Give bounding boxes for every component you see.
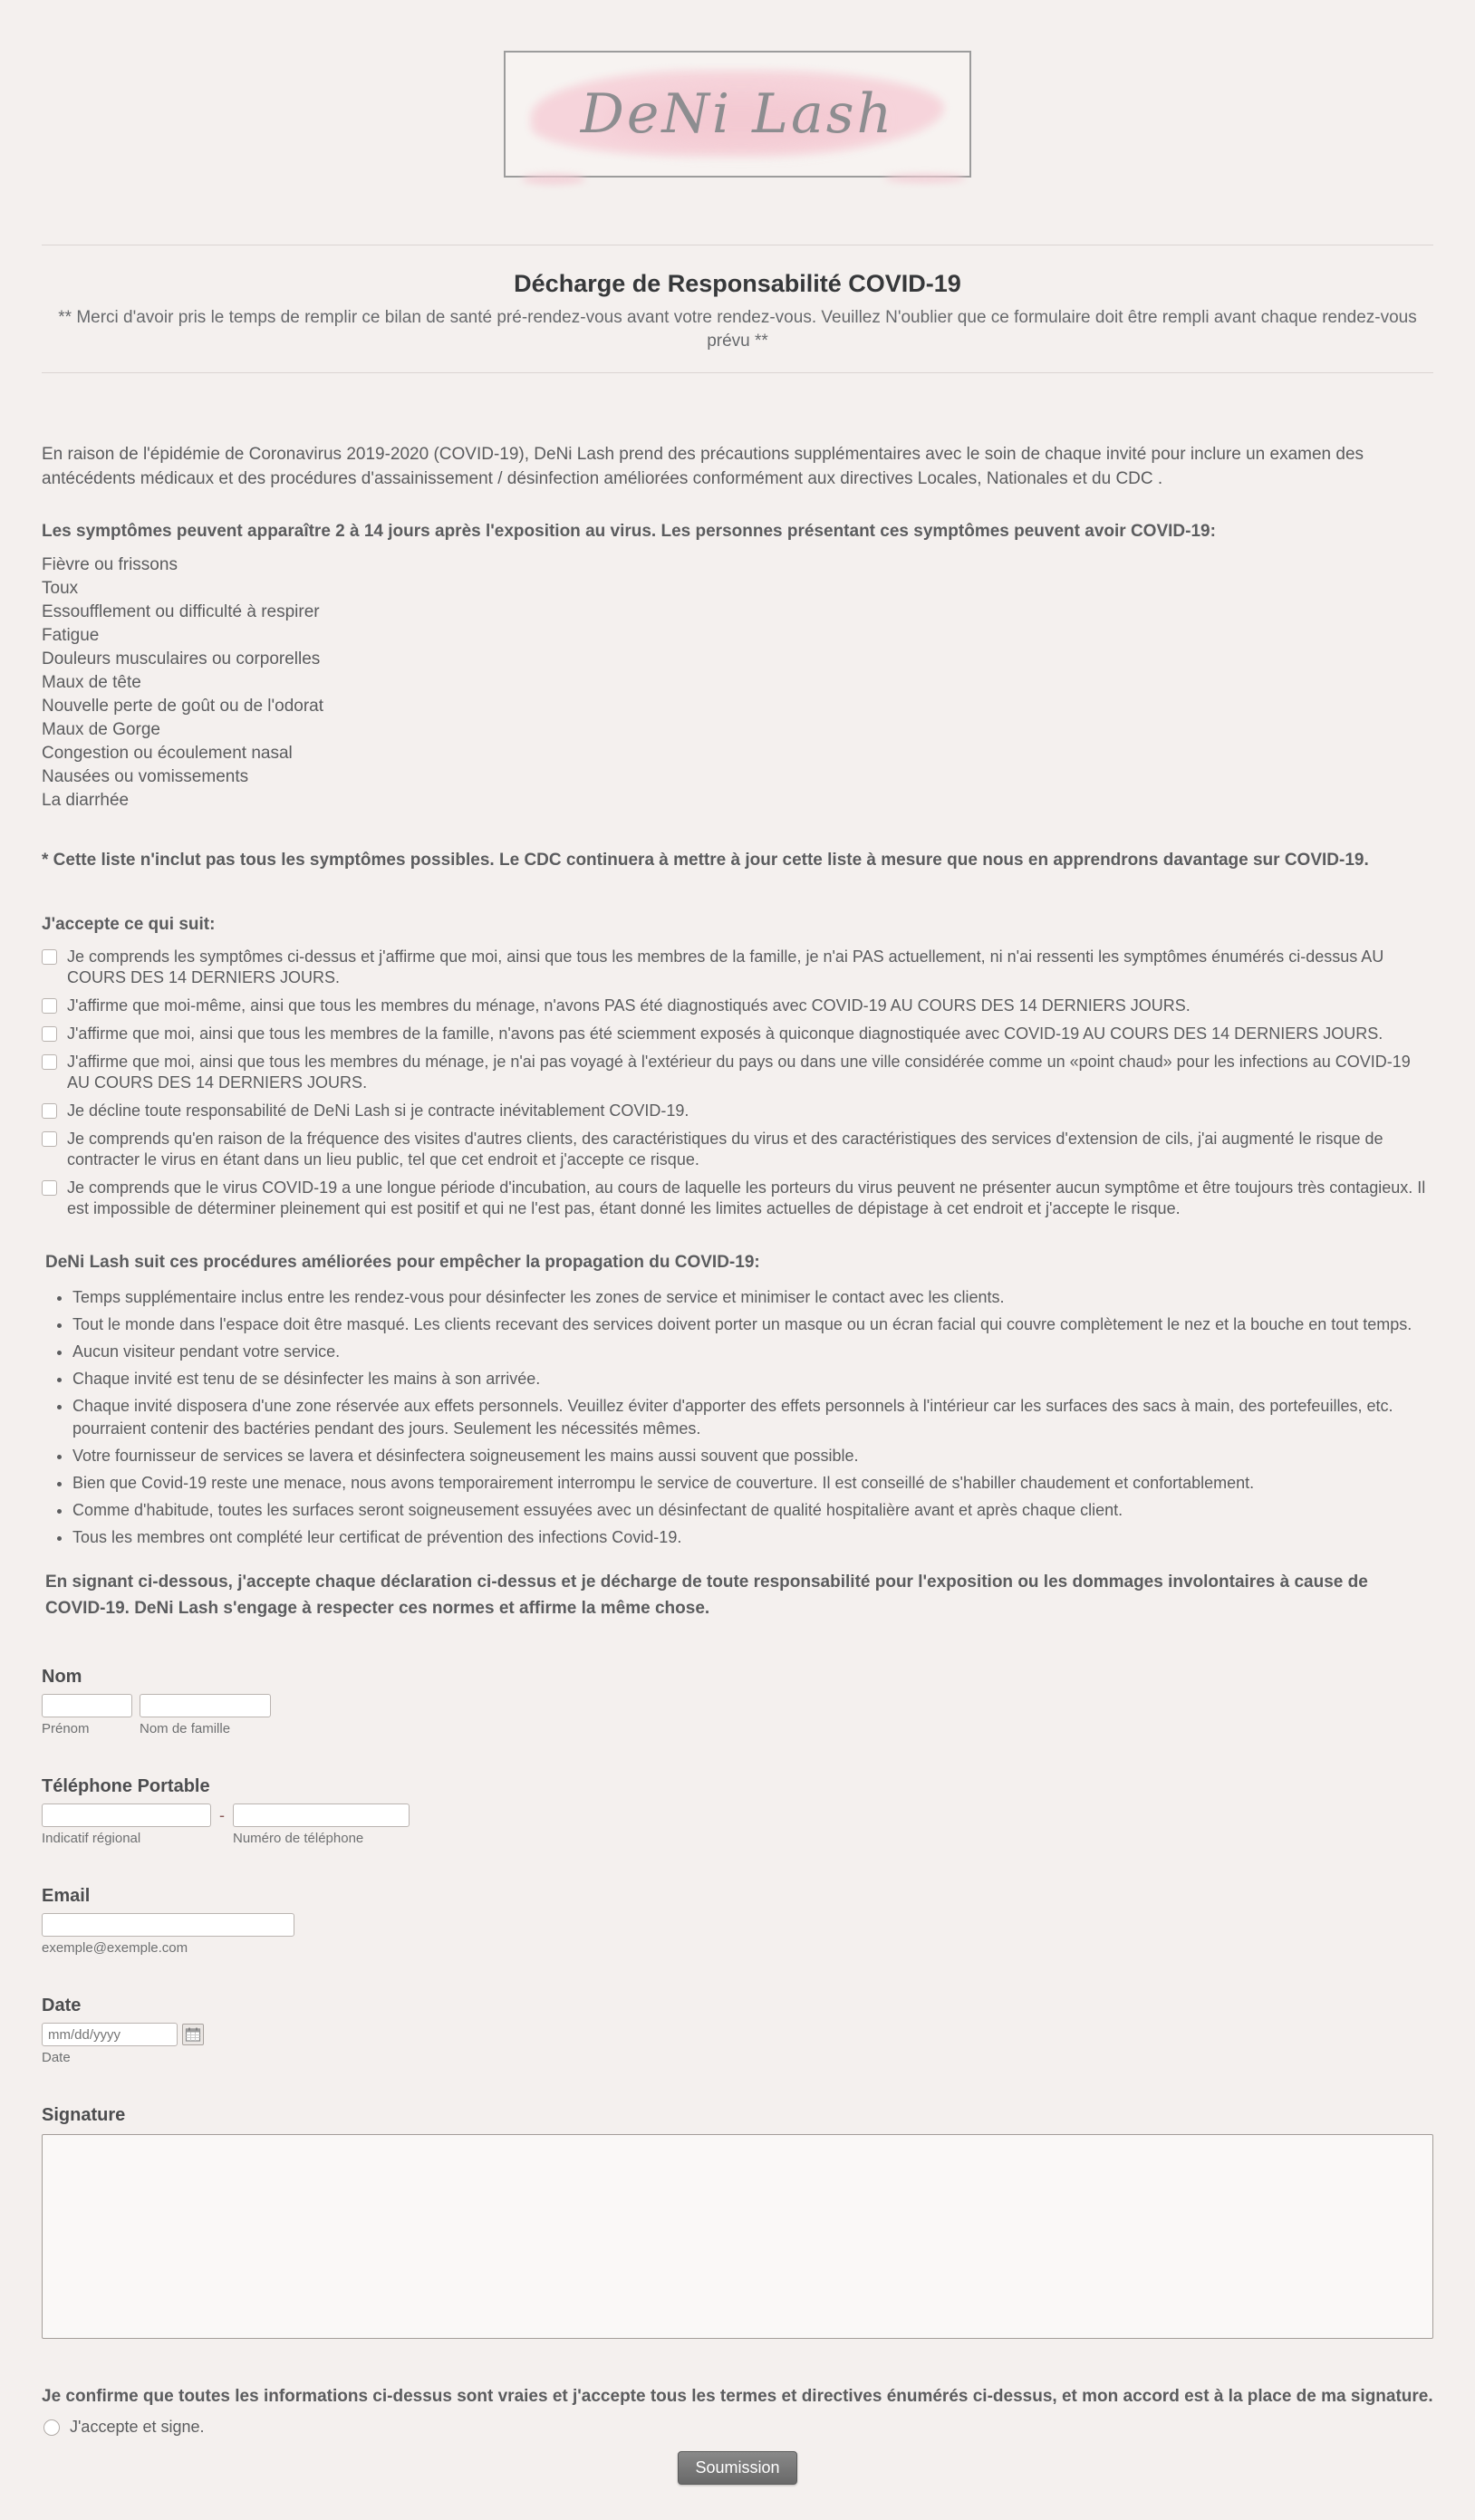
- procedure-item: • Temps supplémentaire inclus entre les rendez-vous pour désinfecter les zones de service et minimiser le contact avec les clients.: [72, 1286, 1433, 1309]
- procedure-item: • Chaque invité disposera d'une zone réservée aux effets personnels. Veuillez éviter d'apporter des effets personnels à l'intérieur car les surfaces des sacs à main, des portefeuilles, etc. pourraient contenir des bactéries pendant des jours. Seulement les nécessités mêmes.: [72, 1395, 1433, 1440]
- agreement-label-2: J'affirme que moi-même, ainsi que tous les membres du ménage, n'avons PAS été diagnostiqués avec COVID-19 AU COURS DES 14 DERNIERS JOURS.: [67, 996, 1191, 1015]
- phone-label: Téléphone Portable: [42, 1776, 210, 1796]
- symptom-item: Douleurs musculaires ou corporelles: [42, 649, 321, 668]
- submit-button[interactable]: Soumission: [678, 2451, 796, 2485]
- email-column: [42, 1913, 294, 1956]
- procedure-item: • Aucun visiteur pendant votre service.: [72, 1341, 1433, 1363]
- symptom-item: Fièvre ou frissons: [42, 555, 178, 574]
- procedure-item: • Bien que Covid-19 reste une menace, nous avons temporairement interrompu le service de couverture. Il est conseillé de s'habiller chaudement et confortablement.: [72, 1472, 1433, 1495]
- date-sublabel: Date: [42, 2050, 71, 2065]
- phone-number-column: [233, 1803, 410, 1846]
- phone-number-input[interactable]: [233, 1803, 410, 1827]
- symptom-item: Nausées ou vomissements: [42, 767, 249, 786]
- last-name-input[interactable]: [140, 1694, 271, 1717]
- calendar-icon: [185, 2026, 201, 2043]
- procedures-list: [42, 1286, 1433, 1549]
- agreement-label-4: J'affirme que moi, ainsi que tous les membres du ménage, je n'ai pas voyagé à l'extérieur du pays ou dans une ville considérée comme un «point chaud» pour les infections au COVID-19 AU COURS DES 14 DERNIERS JOURS.: [67, 1053, 1411, 1092]
- name-field: [42, 1667, 1433, 1736]
- confirmation-statement: Je confirme que toutes les informations ci-dessus sont vraies et j'accepte tous les termes et directives énumérés ci-dessus, et mon accord est à la place de ma signature.: [42, 2387, 1433, 2406]
- signature-label: Signature: [42, 2105, 126, 2125]
- submit-row: [42, 2451, 1433, 2485]
- agreement-checkbox-7[interactable]: [42, 1180, 57, 1196]
- symptoms-note: * Cette liste n'inclut pas tous les symptômes possibles. Le CDC continuera à mettre à jour cette liste à mesure que nous en apprendrons davantage sur COVID-19.: [42, 851, 1369, 870]
- agreement-label-3: J'affirme que moi, ainsi que tous les membres de la famille, n'avons pas été sciemment exposés à quiconque diagnostiquée avec COVID-19 AU COURS DES 14 DERNIERS JOURS.: [67, 1024, 1383, 1043]
- procedure-item: • Votre fournisseur de services se lavera et désinfectera soigneusement les mains aussi souvent que possible.: [72, 1445, 1433, 1467]
- email-sublabel: exemple@exemple.com: [42, 1940, 188, 1956]
- agreement-checkbox-5[interactable]: [42, 1103, 57, 1119]
- first-name-sublabel: Prénom: [42, 1721, 90, 1736]
- date-label: Date: [42, 1996, 82, 2015]
- agreement-option-5[interactable]: [42, 1101, 1433, 1121]
- accept-sign-option[interactable]: [43, 2417, 1433, 2438]
- area-code-sublabel: Indicatif régional: [42, 1831, 141, 1846]
- email-label: Email: [42, 1886, 91, 1906]
- intro-paragraph: En raison de l'épidémie de Coronavirus 2019-2020 (COVID-19), DeNi Lash prend des précautions supplémentaires avec le soin de chaque invité pour inclure un examen des antécédents médicaux et des procédures d'assainissement / désinfection améliorées conformément aux directives Locales, Nationales et du CDC .: [42, 445, 1364, 488]
- symptom-item: Fatigue: [42, 626, 100, 645]
- agreement-checkbox-4[interactable]: [42, 1054, 57, 1070]
- date-input-row: [42, 2023, 1433, 2046]
- agreement-option-1[interactable]: [42, 947, 1433, 988]
- signature-pad[interactable]: [42, 2134, 1433, 2339]
- name-input-row: [42, 1694, 1433, 1736]
- procedures-heading: DeNi Lash suit ces procédures améliorées pour empêcher la propagation du COVID-19:: [45, 1253, 760, 1272]
- agreement-list: [42, 947, 1433, 1219]
- email-field: [42, 1886, 1433, 1956]
- symptom-item: La diarrhée: [42, 791, 130, 810]
- agreement-label-5: Je décline toute responsabilité de DeNi Lash si je contracte inévitablement COVID-19.: [67, 1101, 689, 1120]
- agreement-label-7: Je comprends que le virus COVID-19 a une longue période d'incubation, au cours de laquelle les porteurs du virus peuvent ne présenter aucun symptôme et être toujours très contagieux. Il est impossible de déterminer pleinement qui est positif et qui ne l'est pas, étant donné les limites actuelles de dépistage à cet endroit et j'accepte le risque.: [67, 1178, 1426, 1217]
- logo-watercolor-streak-right: [884, 174, 966, 183]
- signing-statement: En signant ci-dessous, j'accepte chaque déclaration ci-dessus et je décharge de toute responsabilité pour l'exposition ou les dommages involontaires à cause de COVID-19. DeNi Lash s'engage à respecter ces normes et affirme la même chose.: [45, 1573, 1368, 1618]
- signature-field: [42, 2105, 1433, 2339]
- agreement-option-7[interactable]: [42, 1178, 1433, 1219]
- email-input-row: [42, 1913, 1433, 1956]
- agreement-checkbox-1[interactable]: [42, 949, 57, 965]
- phone-field: [42, 1776, 1433, 1846]
- accept-sign-label: J'accepte et signe.: [70, 2418, 205, 2436]
- phone-input-row: [42, 1803, 1433, 1846]
- symptom-item: Maux de tête: [42, 673, 141, 692]
- symptom-item: Congestion ou écoulement nasal: [42, 744, 293, 763]
- symptoms-heading: Les symptômes peuvent apparaître 2 à 14 jours après l'exposition au virus. Les personnes présentant ces symptômes peuvent avoir COVID-19:: [42, 522, 1216, 541]
- header-divider-bottom: [42, 372, 1433, 373]
- agreement-checkbox-2[interactable]: [42, 998, 57, 1014]
- symptom-item: Toux: [42, 579, 79, 598]
- logo-watercolor-streak-left: [522, 174, 585, 185]
- procedure-item: • Comme d'habitude, toutes les surfaces seront soigneusement essuyées avec un désinfectant de qualité hospitalière avant et après chaque client.: [72, 1499, 1433, 1522]
- form-subtitle: ** Merci d'avoir pris le temps de remplir ce bilan de santé pré-rendez-vous avant votre rendez-vous. Veuillez N'oublier que ce formulaire doit être rempli avant chaque rendez-vous prévu **: [58, 308, 1417, 351]
- date-field: [42, 1996, 1433, 2065]
- symptom-item: Maux de Gorge: [42, 720, 160, 739]
- agreement-heading: J'accepte ce qui suit:: [42, 915, 216, 934]
- agreement-checkbox-3[interactable]: [42, 1026, 57, 1042]
- agreement-checkbox-6[interactable]: [42, 1131, 57, 1147]
- agreement-option-6[interactable]: [42, 1129, 1433, 1170]
- last-name-column: [140, 1694, 271, 1736]
- area-code-input[interactable]: [42, 1803, 211, 1827]
- last-name-sublabel: Nom de famille: [140, 1721, 231, 1736]
- agreement-option-2[interactable]: [42, 995, 1433, 1016]
- agreement-label-1: Je comprends les symptômes ci-dessus et j'affirme que moi, ainsi que tous les membres de la famille, je n'ai PAS actuellement, ni n'ai ressenti les symptômes énumérés ci-dessus AU COURS DES 14 DERNIERS JOURS.: [67, 947, 1384, 986]
- phone-number-sublabel: Numéro de téléphone: [233, 1831, 364, 1846]
- procedure-item: • Tout le monde dans l'espace doit être masqué. Les clients recevant des services doivent porter un masque ou un écran facial qui couvre complètement le nez et la bouche en tout temps.: [72, 1313, 1433, 1336]
- form-title: Décharge de Responsabilité COVID-19: [514, 270, 961, 297]
- first-name-input[interactable]: [42, 1694, 132, 1717]
- calendar-picker-button[interactable]: [182, 2024, 204, 2045]
- area-code-column: [42, 1803, 211, 1846]
- phone-separator: -: [219, 1806, 225, 1824]
- date-input[interactable]: [42, 2023, 178, 2046]
- name-label: Nom: [42, 1667, 82, 1687]
- agreement-option-3[interactable]: [42, 1024, 1433, 1044]
- symptom-list: [42, 553, 1433, 813]
- procedure-item: • Chaque invité est tenu de se désinfecter les mains à son arrivée.: [72, 1368, 1433, 1390]
- email-input[interactable]: [42, 1913, 294, 1937]
- agreement-label-6: Je comprends qu'en raison de la fréquence des visites d'autres clients, des caractéristiques du virus et des caractéristiques des services d'extension de cils, j'ai augmenté le risque de contracter le virus en étant dans un lieu public, tel que cet endroit et j'accepte ce risque.: [67, 1130, 1383, 1169]
- symptom-item: Essoufflement ou difficulté à respirer: [42, 602, 320, 621]
- logo: [504, 51, 971, 178]
- first-name-column: [42, 1694, 132, 1736]
- accept-sign-radio[interactable]: [43, 2419, 60, 2436]
- symptom-item: Nouvelle perte de goût ou de l'odorat: [42, 697, 324, 716]
- procedure-item: • Tous les membres ont complété leur certificat de prévention des infections Covid-19.: [72, 1526, 1433, 1549]
- agreement-option-4[interactable]: [42, 1052, 1433, 1093]
- logo-text: DeNi Lash: [580, 82, 895, 146]
